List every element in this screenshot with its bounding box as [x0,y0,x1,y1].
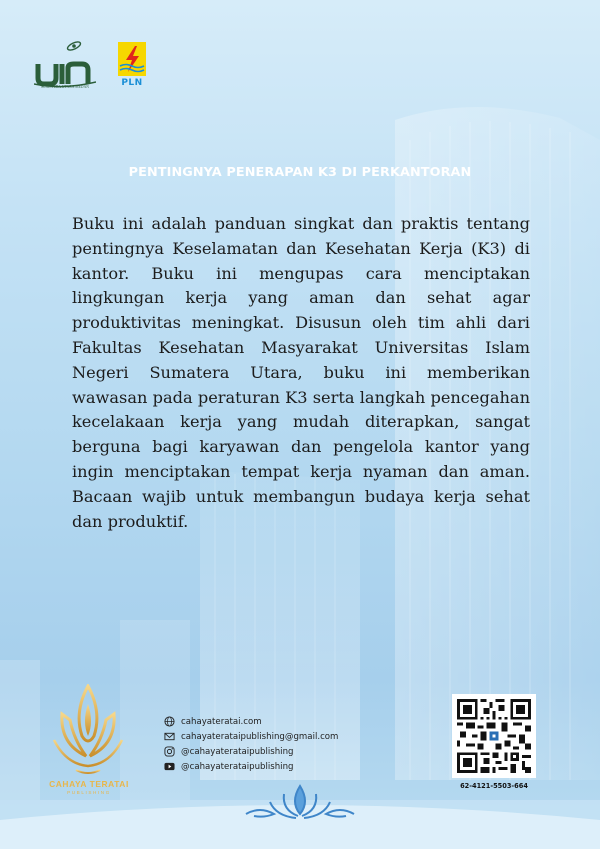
contact-list [164,714,338,774]
book-description: Buku ini adalah panduan singkat dan praktis tentang pentingnya Keselamatan dan Kesehatan Kerja (K3) di kantor. Buku ini mengupas cara menciptakan lingkungan kerja yang aman dan sehat agar produktivitas meningkat. Disusun oleh tim ahli dari Fakultas Kesehatan Masyarakat Universitas Islam Negeri Sumatera Utara, buku ini memberikan wawasan pada peraturan K3 serta langkah pencegahan kecelakaan kerja yang mudah diterapkan, sangat berguna bagi karyawan dan pengelola kantor yang ingin menciptakan tempat kerja nyaman dan aman. Bacaan wajib untuk membangun budaya kerja sehat dan produktif. [72,214,530,531]
mail-icon [164,731,175,742]
contact-website[interactable] [164,714,338,729]
instagram-icon [164,746,175,757]
website-text: cahayateratai.com [181,716,262,727]
uin-subtitle: SUMATERA UTARA MEDAN [40,85,90,89]
youtube-text: @cahayaterataipublishing [181,761,294,772]
book-title: PENTINGNYA PENERAPAN K3 DI PERKANTORAN [128,165,472,180]
email-text: cahayaterataipublishing@gmail.com [181,731,339,742]
lotus-ornament-icon [240,780,360,824]
pln-label: PLN [121,78,143,88]
publisher-subtitle: PUBLISHING [67,790,111,795]
globe-icon [164,716,175,727]
cahaya-teratai-lotus-icon [52,684,124,780]
instagram-text: @cahayaterataipublishing [181,746,294,757]
contact-youtube[interactable] [164,759,338,774]
youtube-icon [164,761,175,772]
qr-code-icon[interactable] [457,699,531,773]
contact-instagram[interactable] [164,744,338,759]
publisher-name: CAHAYA TERATAI [49,779,129,789]
contact-email[interactable] [164,729,338,744]
phone-number: 62-4121-5503-664 [460,782,528,790]
